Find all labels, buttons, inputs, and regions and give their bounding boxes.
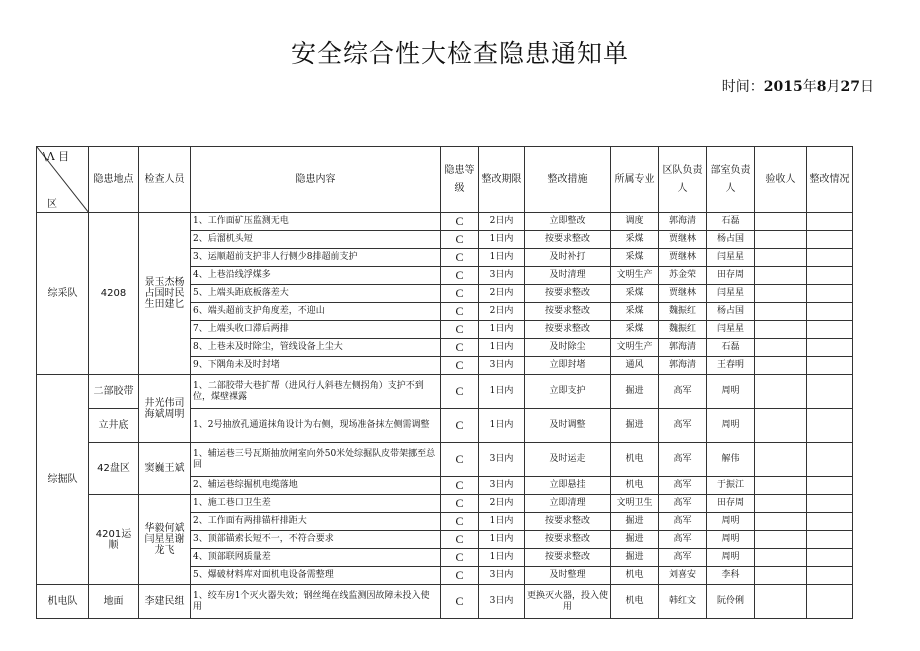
content-cell: 5、上端头距底板落差大	[191, 285, 441, 303]
date-day-unit: 日	[860, 79, 874, 95]
measure-cell: 立即整改	[525, 213, 611, 231]
district-owner-cell: 郭海清	[659, 213, 707, 231]
location-cell: 地面	[89, 585, 139, 619]
date-line	[722, 76, 874, 96]
district-owner-cell: 刘喜安	[659, 567, 707, 585]
district-owner-cell: 郭海清	[659, 357, 707, 375]
hazard-table	[36, 146, 853, 619]
office-owner-cell: 杨占国	[707, 231, 755, 249]
date-year: 2015	[763, 79, 803, 95]
status-cell	[807, 585, 853, 619]
header-status: 整改情况	[807, 147, 853, 213]
acceptor-cell	[755, 357, 807, 375]
status-cell	[807, 549, 853, 567]
content-cell: 2、辅运巷综掘机电缆落地	[191, 477, 441, 495]
level-cell: C	[441, 409, 479, 443]
office-owner-cell: 石磊	[707, 339, 755, 357]
level-cell: C	[441, 531, 479, 549]
deadline-cell: 1日内	[479, 531, 525, 549]
office-owner-cell: 阮伶俐	[707, 585, 755, 619]
level-cell: C	[441, 249, 479, 267]
content-cell: 1、二部胶带大巷扩帮（进风行人斜巷左侧拐角）支护不到位，煤壁裸露	[191, 375, 441, 409]
district-owner-cell: 高军	[659, 443, 707, 477]
content-cell: 1、2号抽放孔通道抹角设计为右侧，现场准备抹左侧需调整	[191, 409, 441, 443]
measure-cell: 立即封堵	[525, 357, 611, 375]
office-owner-cell: 王春明	[707, 357, 755, 375]
status-cell	[807, 267, 853, 285]
district-owner-cell: 高军	[659, 409, 707, 443]
office-owner-cell: 李科	[707, 567, 755, 585]
header-office-owner: 部室负责人	[707, 147, 755, 213]
inspector-cell: 井光伟司海斌周明	[139, 375, 191, 443]
level-cell: C	[441, 513, 479, 531]
district-owner-cell: 贾继林	[659, 285, 707, 303]
header-location: 隐患地点	[89, 147, 139, 213]
content-cell: 3、运顺超前支护非人行侧少8排超前支护	[191, 249, 441, 267]
district-owner-cell: 高军	[659, 375, 707, 409]
office-owner-cell: 周明	[707, 549, 755, 567]
date-label: 时间：	[721, 79, 764, 95]
specialty-cell: 掘进	[611, 513, 659, 531]
office-owner-cell: 解伟	[707, 443, 755, 477]
level-cell: C	[441, 339, 479, 357]
specialty-cell: 采煤	[611, 285, 659, 303]
content-cell: 9、下隅角未及时封堵	[191, 357, 441, 375]
acceptor-cell	[755, 443, 807, 477]
status-cell	[807, 339, 853, 357]
office-owner-cell: 田存周	[707, 495, 755, 513]
inspector-cell: 李建民组	[139, 585, 191, 619]
status-cell	[807, 477, 853, 495]
deadline-cell: 3日内	[479, 357, 525, 375]
status-cell	[807, 409, 853, 443]
measure-cell: 按要求整改	[525, 549, 611, 567]
measure-cell: 立即支护	[525, 375, 611, 409]
measure-cell: 按要求整改	[525, 231, 611, 249]
status-cell	[807, 321, 853, 339]
acceptor-cell	[755, 495, 807, 513]
specialty-cell: 采煤	[611, 321, 659, 339]
measure-cell: 及时调整	[525, 409, 611, 443]
acceptor-cell	[755, 267, 807, 285]
measure-cell: 及时整理	[525, 567, 611, 585]
measure-cell: 按要求整改	[525, 531, 611, 549]
table-row	[37, 375, 853, 409]
level-cell: C	[441, 321, 479, 339]
deadline-cell: 1日内	[479, 549, 525, 567]
unit-cell: 综掘队	[37, 375, 89, 585]
location-cell: 42盘区	[89, 443, 139, 495]
header-row	[37, 147, 853, 213]
office-owner-cell: 周明	[707, 409, 755, 443]
deadline-cell: 1日内	[479, 513, 525, 531]
measure-cell: 更换灭火器，投入使用	[525, 585, 611, 619]
deadline-cell: 2日内	[479, 285, 525, 303]
header-measure: 整改措施	[525, 147, 611, 213]
district-owner-cell: 郭海清	[659, 339, 707, 357]
district-owner-cell: 苏金荣	[659, 267, 707, 285]
office-owner-cell: 闫星星	[707, 249, 755, 267]
status-cell	[807, 443, 853, 477]
acceptor-cell	[755, 477, 807, 495]
level-cell: C	[441, 585, 479, 619]
deadline-cell: 3日内	[479, 477, 525, 495]
corner-bottom-text: 区	[47, 199, 57, 210]
level-cell: C	[441, 477, 479, 495]
level-cell: C	[441, 213, 479, 231]
level-cell: C	[441, 285, 479, 303]
content-cell: 4、顶部联网质量差	[191, 549, 441, 567]
header-acceptor: 验收人	[755, 147, 807, 213]
district-owner-cell: 高军	[659, 549, 707, 567]
status-cell	[807, 285, 853, 303]
content-cell: 5、爆破材料库对面机电设备需整理	[191, 567, 441, 585]
deadline-cell: 1日内	[479, 339, 525, 357]
status-cell	[807, 231, 853, 249]
level-cell: C	[441, 231, 479, 249]
measure-cell: 及时除尘	[525, 339, 611, 357]
specialty-cell: 机电	[611, 477, 659, 495]
deadline-cell: 3日内	[479, 267, 525, 285]
deadline-cell: 3日内	[479, 585, 525, 619]
office-owner-cell: 周明	[707, 531, 755, 549]
district-owner-cell: 高军	[659, 513, 707, 531]
deadline-cell: 2日内	[479, 213, 525, 231]
specialty-cell: 机电	[611, 567, 659, 585]
header-content: 隐患内容	[191, 147, 441, 213]
date-month-unit: 月	[826, 79, 841, 95]
content-cell: 6、端头超前支护角度差，不迎山	[191, 303, 441, 321]
specialty-cell: 掘进	[611, 375, 659, 409]
content-cell: 8、上巷未及时除尘，管线设备上尘大	[191, 339, 441, 357]
inspector-cell: 景玉杰杨占国时民生田建匕	[139, 213, 191, 375]
location-cell: 4201运顺	[89, 495, 139, 585]
content-cell: 1、辅运巷三号瓦斯抽放闸室向外50米处综掘队皮带架挪至总回	[191, 443, 441, 477]
specialty-cell: 机电	[611, 443, 659, 477]
location-cell: 立井底	[89, 409, 139, 443]
office-owner-cell: 田存周	[707, 267, 755, 285]
deadline-cell: 1日内	[479, 321, 525, 339]
header-district-owner: 区队负责人	[659, 147, 707, 213]
content-cell: 1、施工巷口卫生差	[191, 495, 441, 513]
acceptor-cell	[755, 213, 807, 231]
office-owner-cell: 于振江	[707, 477, 755, 495]
deadline-cell: 1日内	[479, 249, 525, 267]
level-cell: C	[441, 495, 479, 513]
status-cell	[807, 303, 853, 321]
specialty-cell: 调度	[611, 213, 659, 231]
acceptor-cell	[755, 409, 807, 443]
district-owner-cell: 贾继林	[659, 231, 707, 249]
deadline-cell: 3日内	[479, 567, 525, 585]
acceptor-cell	[755, 513, 807, 531]
specialty-cell: 采煤	[611, 249, 659, 267]
level-cell: C	[441, 357, 479, 375]
deadline-cell: 3日内	[479, 443, 525, 477]
content-cell: 3、顶部锚索长短不一，不符合要求	[191, 531, 441, 549]
page-title: 安全综合性大检查隐患通知单	[290, 39, 629, 68]
specialty-cell: 通风	[611, 357, 659, 375]
level-cell: C	[441, 549, 479, 567]
specialty-cell: 文明生产	[611, 267, 659, 285]
table-row	[37, 585, 853, 619]
measure-cell: 按要求整改	[525, 513, 611, 531]
date-day: 27	[840, 79, 860, 95]
content-cell: 2、工作面有两排锚杆排距大	[191, 513, 441, 531]
measure-cell: 立即清理	[525, 495, 611, 513]
content-cell: 1、绞车房1个灭火器失效；钢丝绳在线监测因故障未投入使用	[191, 585, 441, 619]
measure-cell: 按要求整改	[525, 303, 611, 321]
level-cell: C	[441, 375, 479, 409]
measure-cell: 及时运走	[525, 443, 611, 477]
specialty-cell: 机电	[611, 585, 659, 619]
date-month: 8	[816, 79, 827, 95]
deadline-cell: 1日内	[479, 409, 525, 443]
content-cell: 7、上端头收口滞后两排	[191, 321, 441, 339]
status-cell	[807, 567, 853, 585]
content-cell: 1、工作面矿压监测无电	[191, 213, 441, 231]
inspector-cell: 窦巍王斌	[139, 443, 191, 495]
office-owner-cell: 石磊	[707, 213, 755, 231]
specialty-cell: 采煤	[611, 231, 659, 249]
district-owner-cell: 韩红文	[659, 585, 707, 619]
acceptor-cell	[755, 285, 807, 303]
table-row	[37, 213, 853, 231]
measure-cell: 按要求整改	[525, 285, 611, 303]
specialty-cell: 掘进	[611, 549, 659, 567]
table-row	[37, 443, 853, 477]
header-inspector: 检查人员	[139, 147, 191, 213]
measure-cell: 及时清理	[525, 267, 611, 285]
acceptor-cell	[755, 531, 807, 549]
acceptor-cell	[755, 375, 807, 409]
acceptor-cell	[755, 549, 807, 567]
date-year-unit: 年	[802, 79, 817, 95]
acceptor-cell	[755, 567, 807, 585]
acceptor-cell	[755, 339, 807, 357]
district-owner-cell: 魏振红	[659, 303, 707, 321]
header-specialty: 所属专业	[611, 147, 659, 213]
acceptor-cell	[755, 585, 807, 619]
header-deadline: 整改期限	[479, 147, 525, 213]
acceptor-cell	[755, 303, 807, 321]
office-owner-cell: 杨占国	[707, 303, 755, 321]
district-owner-cell: 高军	[659, 495, 707, 513]
location-cell: 4208	[89, 213, 139, 375]
corner-header	[37, 147, 89, 213]
status-cell	[807, 375, 853, 409]
status-cell	[807, 357, 853, 375]
content-cell: 2、后溜机头短	[191, 231, 441, 249]
content-cell: 4、上巷沿线浮煤多	[191, 267, 441, 285]
status-cell	[807, 513, 853, 531]
office-owner-cell: 闫星星	[707, 321, 755, 339]
acceptor-cell	[755, 231, 807, 249]
inspector-cell: 华毅何斌闫星星谢龙飞	[139, 495, 191, 585]
office-owner-cell: 周明	[707, 513, 755, 531]
specialty-cell: 文明卫生	[611, 495, 659, 513]
district-owner-cell: 魏振红	[659, 321, 707, 339]
unit-cell: 机电队	[37, 585, 89, 619]
status-cell	[807, 531, 853, 549]
header-level: 隐患等级	[441, 147, 479, 213]
location-cell: 二部胶带	[89, 375, 139, 409]
acceptor-cell	[755, 321, 807, 339]
district-owner-cell: 贾继林	[659, 249, 707, 267]
unit-cell: 综采队	[37, 213, 89, 375]
deadline-cell: 1日内	[479, 375, 525, 409]
specialty-cell: 掘进	[611, 531, 659, 549]
acceptor-cell	[755, 249, 807, 267]
level-cell: C	[441, 303, 479, 321]
status-cell	[807, 213, 853, 231]
deadline-cell: 2日内	[479, 495, 525, 513]
specialty-cell: 掘进	[611, 409, 659, 443]
level-cell: C	[441, 267, 479, 285]
measure-cell: 按要求整改	[525, 321, 611, 339]
office-owner-cell: 周明	[707, 375, 755, 409]
deadline-cell: 1日内	[479, 231, 525, 249]
specialty-cell: 文明生产	[611, 339, 659, 357]
measure-cell: 及时补打	[525, 249, 611, 267]
deadline-cell: 2日内	[479, 303, 525, 321]
status-cell	[807, 495, 853, 513]
measure-cell: 立即悬挂	[525, 477, 611, 495]
office-owner-cell: 闫星星	[707, 285, 755, 303]
table-row	[37, 495, 853, 513]
level-cell: C	[441, 567, 479, 585]
corner-top-text: \Λ 目	[43, 150, 70, 163]
status-cell	[807, 249, 853, 267]
district-owner-cell: 高军	[659, 531, 707, 549]
district-owner-cell: 高军	[659, 477, 707, 495]
level-cell: C	[441, 443, 479, 477]
specialty-cell: 采煤	[611, 303, 659, 321]
